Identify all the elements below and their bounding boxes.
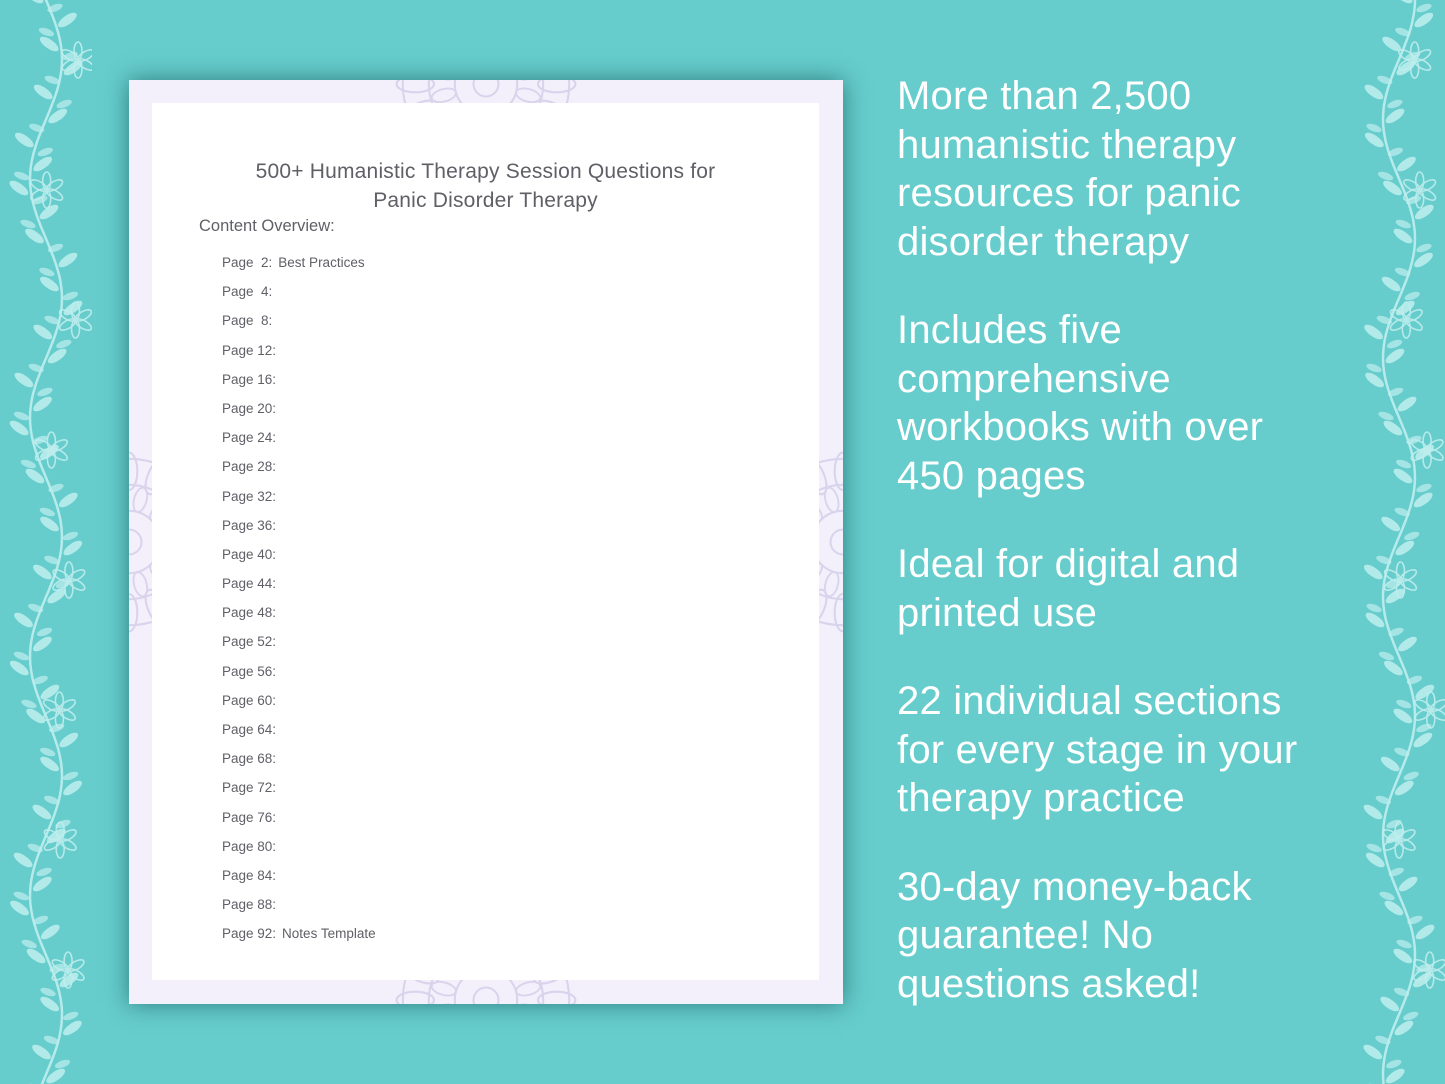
toc-page-number: Page 40: — [222, 546, 277, 562]
toc-page-number: Page 16: — [222, 371, 277, 387]
toc-page-number: Page 88: — [222, 897, 277, 913]
toc-page-number: Page 32: — [222, 488, 277, 504]
toc-row — [222, 547, 376, 576]
toc-page-number: Page 24: — [222, 430, 277, 446]
floral-vine-icon-left — [0, 0, 92, 1084]
toc-page-number: Page 72: — [222, 780, 277, 796]
document-page — [152, 103, 819, 980]
toc-row — [222, 518, 376, 547]
toc-page-number: Page 44: — [222, 576, 277, 592]
toc-row — [222, 459, 376, 488]
floral-vine-icon-right — [1353, 0, 1445, 1084]
document-preview-card — [129, 80, 843, 1004]
document-title-line-1: 500+ Humanistic Therapy Session Questions for — [255, 160, 716, 183]
toc-row — [222, 810, 376, 839]
feature-item: 30-day money-back guarantee! No questions asked! — [897, 864, 1252, 1006]
toc-row — [222, 664, 376, 693]
toc-page-number: Page 64: — [222, 722, 277, 737]
toc-row — [222, 284, 376, 313]
toc-page-number: Page 52: — [222, 634, 277, 650]
toc-row — [222, 343, 376, 372]
feature-item: Ideal for digital and printed use — [897, 542, 1240, 635]
toc-page-number: Page 80: — [222, 838, 277, 854]
toc-page-number: Page 68: — [222, 751, 277, 767]
toc-page-number: Page 20: — [222, 400, 277, 416]
feature-item: Includes five comprehensive workbooks with over 450 pages — [897, 308, 1264, 498]
toc-row — [222, 255, 376, 284]
feature-item: More than 2,500 humanistic therapy resources for panic disorder therapy — [897, 74, 1241, 264]
toc-row — [222, 430, 376, 459]
toc-page-number: Page 56: — [222, 663, 277, 679]
toc-row — [222, 576, 376, 605]
toc-row — [222, 839, 376, 868]
toc-page-number: Page 4: — [222, 284, 273, 300]
toc-row — [222, 897, 376, 926]
toc-page-number: Page 36: — [222, 517, 277, 533]
toc-page-number: Page 8: — [222, 313, 273, 329]
toc-page-number: Page 60: — [222, 692, 277, 708]
document-title — [152, 157, 819, 215]
toc-page-number: Page 28: — [222, 459, 277, 475]
toc-row — [222, 313, 376, 342]
toc-page-number: Page 84: — [222, 867, 277, 883]
document-title-line-2: Panic Disorder Therapy — [373, 189, 598, 212]
table-of-contents — [222, 255, 376, 956]
toc-row — [222, 868, 376, 897]
content-overview-heading: Content Overview: — [199, 217, 335, 235]
toc-row — [222, 693, 376, 722]
toc-row — [222, 634, 376, 663]
toc-page-number: Page 48: — [222, 605, 277, 621]
toc-row — [222, 780, 376, 809]
toc-row — [222, 926, 376, 955]
toc-row — [222, 605, 376, 634]
toc-page-number: Page 92: — [222, 926, 277, 942]
feature-item: 22 individual sections for every stage in your therapy practice — [897, 679, 1298, 820]
toc-row — [222, 751, 376, 780]
toc-row — [222, 372, 376, 401]
toc-row — [222, 401, 376, 430]
feature-list — [897, 72, 1337, 1008]
toc-row — [222, 722, 376, 751]
toc-page-number: Page 12: — [222, 342, 277, 358]
toc-topic: Best Practices — [278, 255, 365, 270]
toc-topic: Notes Template — [282, 926, 376, 942]
toc-page-number: Page 2: — [222, 255, 273, 270]
toc-page-number: Page 76: — [222, 809, 277, 825]
toc-row — [222, 489, 376, 518]
